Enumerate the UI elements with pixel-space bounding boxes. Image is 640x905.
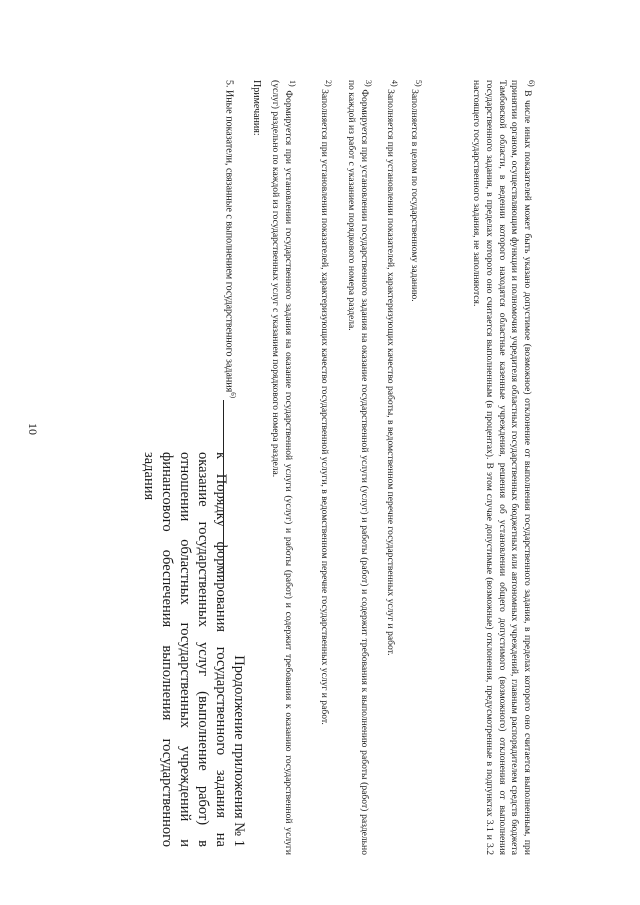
note-2-text: Заполняется при установлении показателей, характеризующих качество государственной услуги, в ведомственном перечне государственных услуг и работ.: [318, 89, 330, 725]
note-4-text: Заполняется при установлении показателей, характеризующих качество работы, в ведомственном перечне государственных услуг и работ.: [384, 89, 396, 656]
note-6: [470, 80, 537, 855]
note-1: [269, 80, 298, 855]
note-1-number: 1): [288, 80, 297, 87]
appendix-body: к Порядку формирования государственного задания на оказание государственных услуг (выполнение работ) в отношении областных государственных учреждений и финансового обеспечения выполнения государственного задания: [141, 452, 229, 847]
section-5-heading-text: 5. Иные показатели, связанные с выполнением государственного задания: [223, 80, 235, 393]
notes-title: Примечания:: [251, 80, 262, 136]
note-5: [407, 80, 424, 855]
note-1-text: Формируется при установлении государственного задания на оказание государственной услуги (услуг) и работы (работ) и содержит требования к оказанию государственной услуги (услуг) раздельно по каждой из государственных услуг с указанием порядкового номера раздела.: [270, 80, 294, 855]
fill-in-line: [223, 400, 235, 580]
note-2-number: 2): [324, 80, 333, 87]
note-2: [317, 80, 334, 855]
note-5-number: 5): [414, 80, 423, 87]
note-3-text: Формируется при установлении государственного задания на оказание государственной услуги (услуг) и работы (работ) и содержит требования к выполнению работы (работ) раздельно по каждой из работ с указанием порядкового номера раздела.: [346, 80, 370, 855]
note-5-text: Заполняется в целом по государственному заданию.: [408, 89, 420, 302]
note-6-number: 6): [527, 80, 536, 87]
section-5-footnote-mark: 6): [229, 392, 237, 399]
section-5-heading: [223, 80, 237, 580]
page-number: 10: [26, 423, 40, 435]
note-4: [383, 80, 400, 855]
note-4-number: 4): [390, 80, 399, 87]
appendix-title: Продолжение приложения № 1: [231, 655, 247, 847]
note-3-number: 3): [364, 80, 373, 87]
note-3: [345, 80, 374, 855]
note-6-text: В числе иных показателей может быть указано допустимое (возможное) отклонение от выполнения государственного задания, в пределах которого оно считается выполненным, при принятии органом, осуществляющим функции и полномочия учредителя областных государственных бюджетных или автономных учреждений, главным распорядителем средств бюджета Тамбовской области, в ведении которого находятся областные казенные учреждения, решения об установлении общего допустимого (возможного) отклонения от выполнения государственного задания, в пределах которого оно считается выполненным (в процентах). В этом случае допустимые (возможные) отклонения, предусмотренные в подпунктах 3.1 и 3.2 настоящего государственного задания, не заполняются.: [471, 80, 533, 855]
